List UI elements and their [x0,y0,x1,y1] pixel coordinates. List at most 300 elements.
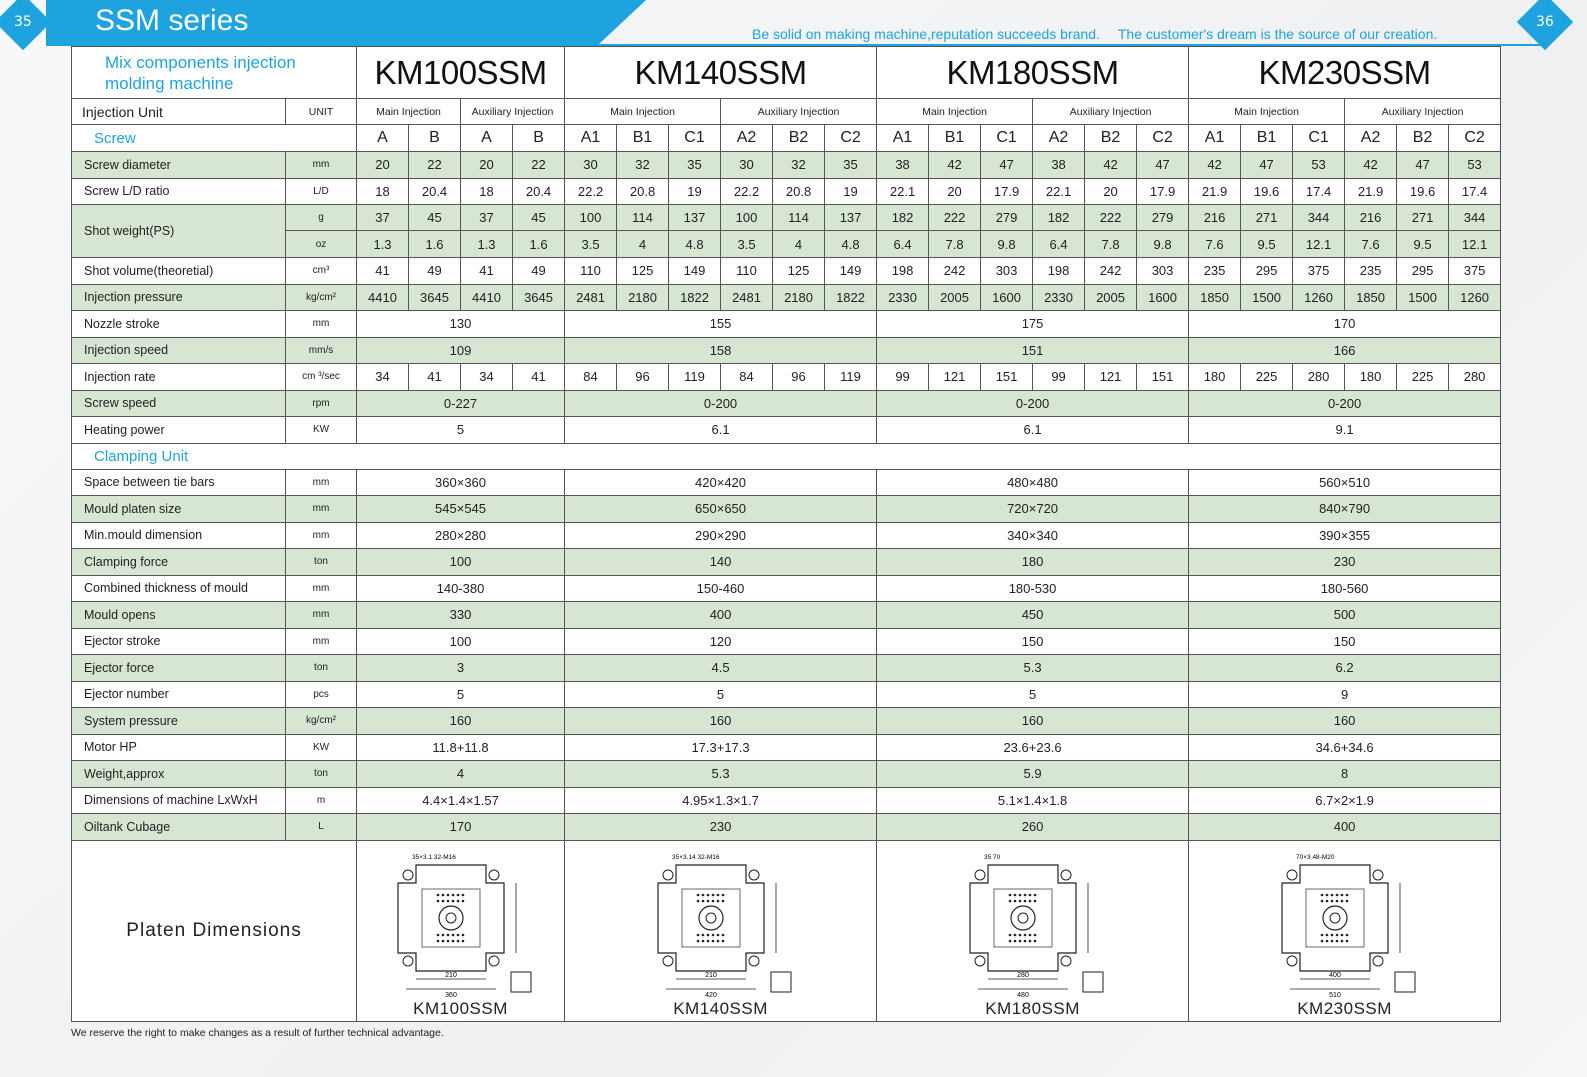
center-hole [446,913,456,923]
value-cell: 125 [773,258,825,285]
value-cell: 2330 [1033,284,1085,311]
value-cell: 140 [565,549,877,576]
value-cell: 100 [721,205,773,231]
dimension-text: 35 70 [983,853,1000,861]
value-cell: 5.9 [877,761,1189,788]
thread-hole [1023,899,1026,902]
dimension-text: 480 [1016,991,1029,999]
tie-bar-hole [975,870,985,880]
value-cell: 20.4 [409,178,461,205]
nozzle-detail [1083,972,1103,992]
screw-code: B [513,125,565,152]
tie-bar-hole [489,956,499,966]
value-cell: 2481 [721,284,773,311]
table-row [72,390,1501,417]
thread-hole [706,939,709,942]
value-cell: 9.8 [1137,231,1189,258]
value-cell: 9 [1189,681,1501,708]
value-cell: 271 [1241,205,1293,231]
value-cell: 151 [1137,364,1189,391]
value-cell: 375 [1293,258,1345,285]
value-cell: 6.1 [565,417,877,444]
table-row [72,549,1501,576]
value-cell: 650×650 [565,496,877,523]
platen-caption: KM180SSM [985,998,1080,1018]
value-cell: 2330 [877,284,929,311]
row-unit: ton [286,761,357,788]
value-cell: 1500 [1241,284,1293,311]
auxiliary-injection-header: Auxiliary Injection [461,99,565,125]
value-cell: 158 [565,337,877,364]
nozzle-detail [1395,972,1415,992]
value-cell: 100 [357,628,565,655]
value-cell: 20 [461,152,513,179]
row-label: Shot volume(theoretial) [72,258,286,285]
platen-outline [1282,865,1388,971]
thread-hole [456,933,459,936]
value-cell: 242 [929,258,981,285]
value-cell: 0-227 [357,390,565,417]
thread-hole [461,899,464,902]
thread-hole [1033,893,1036,896]
value-cell: 180-530 [877,575,1189,602]
injection-unit-label: Injection Unit [72,99,286,125]
thread-hole [441,933,444,936]
value-cell: 166 [1189,337,1501,364]
value-cell: 96 [773,364,825,391]
row-unit: mm [286,496,357,523]
value-cell: 0-200 [565,390,877,417]
value-cell: 22.1 [877,178,929,205]
value-cell: 22.1 [1033,178,1085,205]
dimension-text: 35×3.1 32-M16 [411,853,456,861]
screw-code: A2 [721,125,773,152]
value-cell: 330 [357,602,565,629]
row-label: System pressure [72,708,286,735]
value-cell: 7.8 [929,231,981,258]
value-cell: 121 [1085,364,1137,391]
dimension-text: 70×3 48-M20 [1295,853,1335,861]
dimension-text: 210 [444,971,457,979]
value-cell: 180-560 [1189,575,1501,602]
thread-hole [1330,899,1333,902]
table-row [72,178,1501,205]
row-unit: mm [286,469,357,496]
value-cell: 47 [981,152,1033,179]
value-cell: 137 [825,205,877,231]
slogan-part-1: Be solid on making machine,reputation succeeds brand. [752,26,1100,42]
value-cell: 114 [773,205,825,231]
value-cell: 17.9 [1137,178,1189,205]
table-row [72,522,1501,549]
thread-hole [1028,933,1031,936]
value-cell: 41 [409,364,461,391]
value-cell: 1600 [1137,284,1189,311]
row-label: Screw L/D ratio [72,178,286,205]
table-row [72,152,1501,179]
auxiliary-injection-header: Auxiliary Injection [1033,99,1189,125]
value-cell: 1850 [1345,284,1397,311]
value-cell: 6.2 [1189,655,1501,682]
thread-hole [1013,893,1016,896]
thread-hole [1008,933,1011,936]
value-cell: 137 [669,205,721,231]
value-cell: 9.8 [981,231,1033,258]
value-cell: 38 [877,152,929,179]
product-name: Mix components injection molding machine [72,47,357,99]
tie-bar-hole [1287,956,1297,966]
value-cell: 34 [461,364,513,391]
value-cell: 6.4 [877,231,929,258]
value-cell: 5.1×1.4×1.8 [877,787,1189,814]
value-cell: 1.3 [461,231,513,258]
value-cell: 150 [1189,628,1501,655]
screw-code: A [461,125,513,152]
thread-hole [706,933,709,936]
value-cell: 1.6 [513,231,565,258]
row-unit: mm [286,311,357,338]
value-cell: 12.1 [1293,231,1345,258]
value-cell: 100 [357,549,565,576]
thread-hole [1345,899,1348,902]
tie-bar-hole [403,956,413,966]
value-cell: 500 [1189,602,1501,629]
table-row [72,417,1501,444]
value-cell: 4.8 [669,231,721,258]
table-row [72,655,1501,682]
value-cell: 344 [1293,205,1345,231]
model-header: KM140SSM [565,47,877,99]
screw-code: B1 [1241,125,1293,152]
platen-outline [398,865,504,971]
value-cell: 30 [721,152,773,179]
row-label: Injection pressure [72,284,286,311]
value-cell: 5.3 [565,761,877,788]
thread-hole [1340,899,1343,902]
table-row [72,258,1501,285]
table-row [72,205,1501,231]
value-cell: 7.8 [1085,231,1137,258]
row-label: Ejector stroke [72,628,286,655]
thread-hole [721,893,724,896]
page-number-left: 35 [0,0,51,50]
value-cell: 49 [409,258,461,285]
thread-hole [446,933,449,936]
thread-hole [1028,939,1031,942]
row-unit: ton [286,655,357,682]
table-row [72,602,1501,629]
thread-hole [701,933,704,936]
model-header: KM230SSM [1189,47,1501,99]
thread-hole [1023,893,1026,896]
dimension-text: 35×3.14 32-M16 [671,853,720,861]
row-unit: oz [286,231,357,258]
screw-code: C1 [1293,125,1345,152]
thread-hole [696,939,699,942]
value-cell: 34 [357,364,409,391]
value-cell: 180 [1345,364,1397,391]
value-cell: 230 [1189,549,1501,576]
thread-hole [1033,899,1036,902]
value-cell: 4.5 [565,655,877,682]
thread-hole [1018,893,1021,896]
table-row [72,575,1501,602]
value-cell: 5 [357,417,565,444]
value-cell: 20.4 [513,178,565,205]
table-row [72,364,1501,391]
value-cell: 400 [565,602,877,629]
thread-hole [451,893,454,896]
row-unit: mm [286,152,357,179]
value-cell: 2005 [1085,284,1137,311]
auxiliary-injection-header: Auxiliary Injection [1345,99,1501,125]
value-cell: 295 [1397,258,1449,285]
value-cell: 114 [617,205,669,231]
thread-hole [1335,893,1338,896]
tie-bar-hole [749,956,759,966]
thread-hole [1345,939,1348,942]
row-unit: mm [286,522,357,549]
unit-header: UNIT [286,99,357,125]
value-cell: 225 [1241,364,1293,391]
platen-outline [970,865,1076,971]
value-cell: 3.5 [565,231,617,258]
value-cell: 340×340 [877,522,1189,549]
value-cell: 120 [565,628,877,655]
value-cell: 3645 [409,284,461,311]
row-label: Clamping force [72,549,286,576]
thread-hole [1325,893,1328,896]
value-cell: 11.8+11.8 [357,734,565,761]
thread-hole [1320,939,1323,942]
value-cell: 2005 [929,284,981,311]
value-cell: 2180 [773,284,825,311]
center-hole [706,913,716,923]
value-cell: 20.8 [773,178,825,205]
value-cell: 222 [1085,205,1137,231]
value-cell: 22 [409,152,461,179]
value-cell: 17.9 [981,178,1033,205]
center-hole [1330,913,1340,923]
thread-hole [1345,933,1348,936]
value-cell: 20 [357,152,409,179]
row-unit: mm [286,602,357,629]
value-cell: 225 [1397,364,1449,391]
row-unit: kg/cm² [286,708,357,735]
value-cell: 32 [773,152,825,179]
row-unit: rpm [286,390,357,417]
main-injection-header: Main Injection [357,99,461,125]
row-unit: ton [286,549,357,576]
value-cell: 280 [1449,364,1501,391]
tie-bar-hole [1373,870,1383,880]
table-row [72,231,1501,258]
row-label: Mould opens [72,602,286,629]
value-cell: 280 [1293,364,1345,391]
value-cell: 35 [669,152,721,179]
value-cell: 20 [929,178,981,205]
table-row [72,496,1501,523]
value-cell: 8 [1189,761,1501,788]
dimension-text: 360 [444,991,457,999]
value-cell: 230 [565,814,877,841]
value-cell: 19.6 [1241,178,1293,205]
thread-hole [446,899,449,902]
value-cell: 420×420 [565,469,877,496]
value-cell: 109 [357,337,565,364]
thread-hole [721,899,724,902]
thread-hole [1340,893,1343,896]
table-row [72,469,1501,496]
screw-code: A [357,125,409,152]
thread-hole [446,893,449,896]
platen-inner [422,889,480,947]
thread-hole [1033,939,1036,942]
value-cell: 216 [1189,205,1241,231]
value-cell: 279 [1137,205,1189,231]
value-cell: 119 [825,364,877,391]
row-unit: mm [286,628,357,655]
tie-bar-hole [1287,870,1297,880]
value-cell: 5 [565,681,877,708]
platen-caption: KM230SSM [1297,998,1392,1018]
value-cell: 37 [357,205,409,231]
tie-bar-hole [1061,956,1071,966]
screw-code: C2 [1137,125,1189,152]
row-unit: g [286,205,357,231]
value-cell: 303 [981,258,1033,285]
thread-hole [706,899,709,902]
screw-code: C1 [981,125,1033,152]
value-cell: 100 [565,205,617,231]
thread-hole [441,893,444,896]
value-cell: 290×290 [565,522,877,549]
platen-drawing [948,847,1118,1002]
thread-hole [701,939,704,942]
value-cell: 119 [669,364,721,391]
value-cell: 47 [1241,152,1293,179]
value-cell: 182 [877,205,929,231]
thread-hole [456,939,459,942]
row-unit: cm³ [286,258,357,285]
main-injection-header: Main Injection [1189,99,1345,125]
value-cell: 20 [1085,178,1137,205]
thread-hole [696,893,699,896]
screw-code: A2 [1033,125,1085,152]
value-cell: 99 [877,364,929,391]
dimension-text: 420 [704,991,717,999]
value-cell: 151 [981,364,1033,391]
value-cell: 150 [877,628,1189,655]
row-label: Screw diameter [72,152,286,179]
row-unit: mm [286,575,357,602]
value-cell: 344 [1449,205,1501,231]
nozzle-detail [511,972,531,992]
thread-hole [711,933,714,936]
dimension-text: 400 [1328,971,1341,979]
value-cell: 560×510 [1189,469,1501,496]
table-row [72,840,1501,1021]
thread-hole [1018,939,1021,942]
table-row [72,125,1501,152]
value-cell: 17.4 [1449,178,1501,205]
row-label: Shot weight(PS) [72,205,286,258]
table-row [72,443,1501,469]
row-label: Dimensions of machine LxWxH [72,787,286,814]
value-cell: 303 [1137,258,1189,285]
value-cell: 37 [461,205,513,231]
platen-caption: KM100SSM [413,998,508,1018]
screw-code: C2 [1449,125,1501,152]
value-cell: 12.1 [1449,231,1501,258]
value-cell: 41 [513,364,565,391]
value-cell: 5 [877,681,1189,708]
value-cell: 42 [1345,152,1397,179]
row-label: Motor HP [72,734,286,761]
table-row [72,787,1501,814]
value-cell: 21.9 [1189,178,1241,205]
table-row [72,311,1501,338]
row-label: Oiltank Cubage [72,814,286,841]
thread-hole [716,893,719,896]
thread-hole [1330,933,1333,936]
thread-hole [1028,893,1031,896]
value-cell: 4.95×1.3×1.7 [565,787,877,814]
value-cell: 125 [617,258,669,285]
value-cell: 450 [877,602,1189,629]
value-cell: 1822 [825,284,877,311]
thread-hole [1013,899,1016,902]
value-cell: 160 [565,708,877,735]
center-ring [1323,906,1347,930]
value-cell: 235 [1189,258,1241,285]
value-cell: 400 [1189,814,1501,841]
value-cell: 130 [357,311,565,338]
value-cell: 4410 [461,284,513,311]
value-cell: 151 [877,337,1189,364]
value-cell: 49 [513,258,565,285]
value-cell: 4.4×1.4×1.57 [357,787,565,814]
value-cell: 170 [357,814,565,841]
thread-hole [1018,899,1021,902]
platen-drawing-cell [565,840,877,1021]
row-label: Min.mould dimension [72,522,286,549]
value-cell: 182 [1033,205,1085,231]
thread-hole [1335,933,1338,936]
tie-bar-hole [403,870,413,880]
thread-hole [1023,933,1026,936]
value-cell: 99 [1033,364,1085,391]
value-cell: 4 [773,231,825,258]
row-label: Ejector number [72,681,286,708]
thread-hole [711,939,714,942]
thread-hole [1008,899,1011,902]
thread-hole [451,939,454,942]
value-cell: 198 [877,258,929,285]
thread-hole [1033,933,1036,936]
thread-hole [436,933,439,936]
value-cell: 9.5 [1241,231,1293,258]
thread-hole [1340,933,1343,936]
row-label: Ejector force [72,655,286,682]
value-cell: 180 [1189,364,1241,391]
dimension-text: 280 [1016,971,1029,979]
tie-bar-hole [663,956,673,966]
value-cell: 1600 [981,284,1033,311]
value-cell: 32 [617,152,669,179]
screw-code: A2 [1345,125,1397,152]
thread-hole [716,939,719,942]
